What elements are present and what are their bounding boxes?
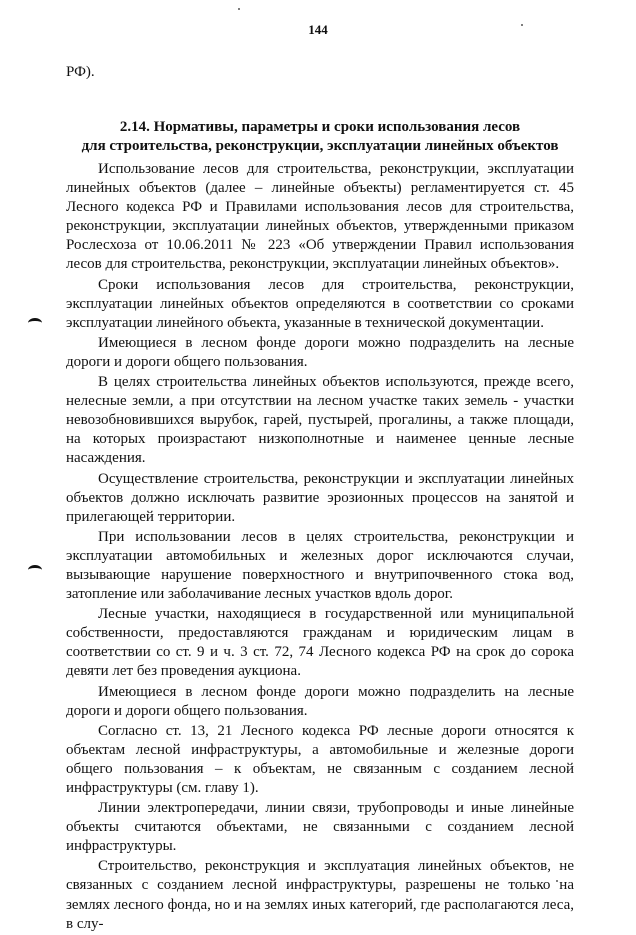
- paragraph: При использовании лесов в целях строительства, реконструкции и эксплуатации автомобильных и железных дорог исключаются случаи, вызывающие нарушение поверхностного и внутрипочвенного стока вод, затопление или заболачивание лесных участков вдоль дорог.: [66, 528, 574, 603]
- paragraph: Использование лесов для строительства, реконструкции, эксплуатации линейных объектов (далее – линейные объекты) регламентируется ст. 45 Лесного кодекса РФ и Правилами использования лесов для строительства, реконструкции, эксплуатации линейных объектов, утвержденными приказом Рослесхоза от 10.06.2011 № 223 «Об утверждении Правил использования лесов для строительства, реконструкции, эксплуатации линейных объектов».: [66, 161, 574, 273]
- paragraph: Осуществление строительства, реконструкции и эксплуатации линейных объектов должно исключать развитие эрозионных процессов на занятой и прилегающей территории.: [66, 470, 574, 525]
- paragraph: Сроки использования лесов для строительства, реконструкции, эксплуатации линейных объектов определяются в соответствии со сроками эксплуатации линейного объекта, указанные в технической документации.: [66, 276, 574, 331]
- paragraph: Имеющиеся в лесном фонде дороги можно подразделить на лесные дороги и дороги общего пользования.: [66, 334, 574, 370]
- section-heading: [66, 118, 574, 156]
- paragraph: Строительство, реконструкция и эксплуатация линейных объектов, не связанных с созданием лесной инфраструктуры, разрешены не только на землях лесного фонда, но и на землях иных категорий, где располагаются леса, в слу-: [66, 858, 574, 932]
- paragraph: В целях строительства линейных объектов используются, прежде всего, нелесные земли, а при отсутствии на лесном участке таких земель - участки невозобновившихся вырубок, гарей, пустырей, прогалины, а также площади, на которых произрастают низкополнотные и наименее ценные лесные насаждения.: [66, 374, 574, 467]
- carryover-text: РФ).: [66, 64, 95, 80]
- margin-mark: [28, 565, 42, 575]
- page-number: 144: [308, 22, 328, 37]
- section-heading-line-1: 2.14. Нормативы, параметры и сроки использования лесов: [119, 119, 521, 135]
- scan-speck: [238, 8, 240, 10]
- paragraph: Лесные участки, находящиеся в государственной или муниципальной собственности, предоставляются гражданам и юридическим лицам в соответствии со ст. 9 и ч. 3 ст. 72, 74 Лесного кодекса РФ на срок до сорока девяти лет без проведения аукциона.: [66, 606, 574, 680]
- margin-mark: [28, 318, 42, 328]
- paragraph: Согласно ст. 13, 21 Лесного кодекса РФ лесные дороги относятся к объектам лесной инфраструктуры, а автомобильные и железные дороги общего пользования – к объектам, не связанным с созданием лесной инфраструктуры (см. главу 1).: [66, 722, 574, 796]
- paragraph: Имеющиеся в лесном фонде дороги можно подразделить на лесные дороги и дороги общего пользования.: [66, 683, 574, 719]
- section-heading-line-2: для строительства, реконструкции, эксплуатации линейных объектов: [81, 138, 559, 154]
- body-text: [66, 160, 574, 935]
- paragraph: Линии электропередачи, линии связи, трубопроводы и иные линейные объекты считаются объектами, не связанными с созданием лесной инфраструктуры.: [66, 800, 574, 855]
